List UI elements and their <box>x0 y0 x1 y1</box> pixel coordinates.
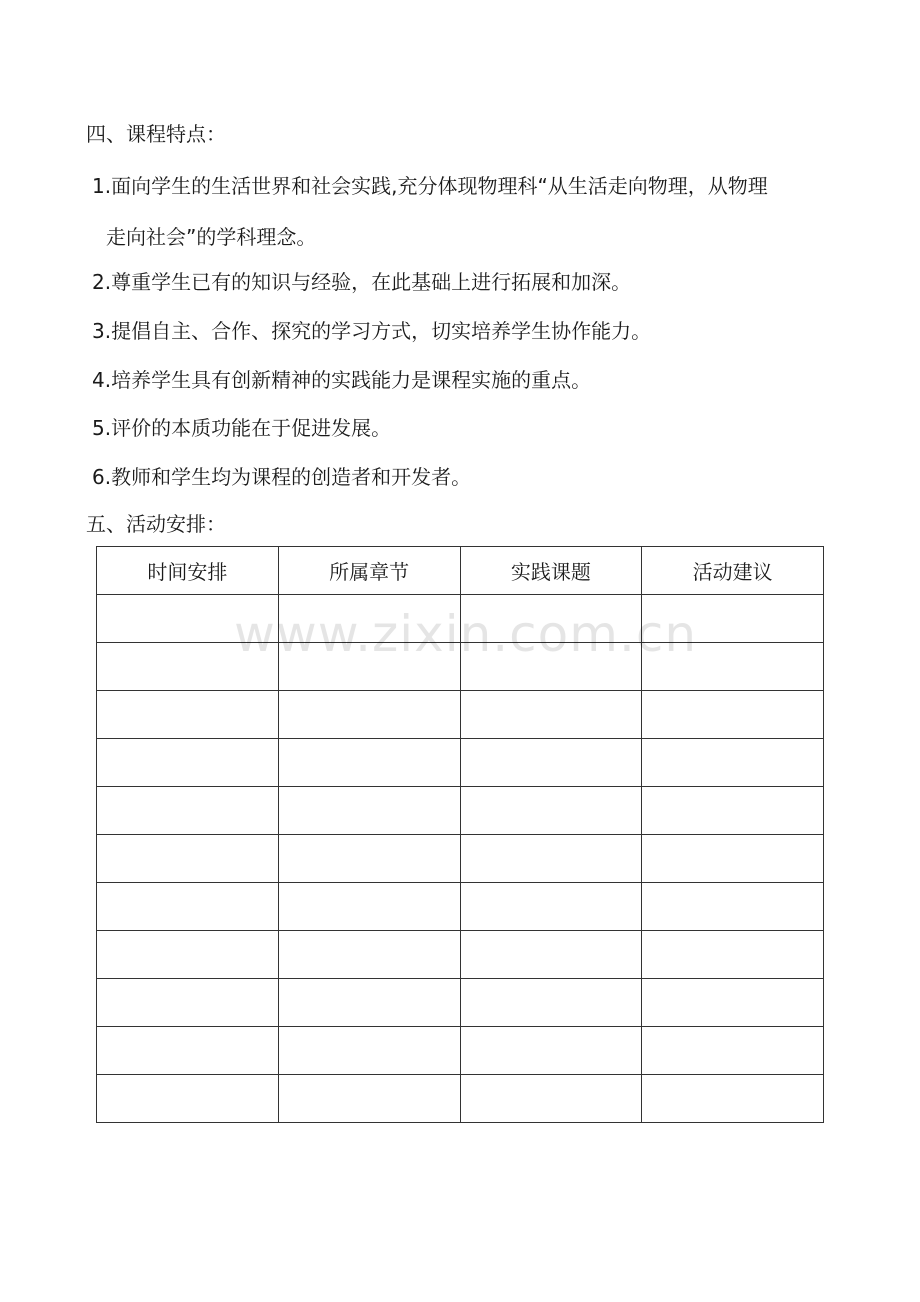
feature-item-6: 6.教师和学生均为课程的创造者和开发者。 <box>92 465 472 489</box>
table-cell <box>642 931 824 979</box>
table-cell <box>460 883 642 931</box>
table-cell <box>642 643 824 691</box>
table-cell <box>278 595 460 643</box>
table-cell <box>460 931 642 979</box>
feature-item-1-line2: 走向社会”的学科理念。 <box>106 225 317 249</box>
table-cell <box>97 1075 279 1123</box>
feature-item-4: 4.培养学生具有创新精神的实践能力是课程实施的重点。 <box>92 368 592 392</box>
table-header-row <box>97 547 824 595</box>
table-body <box>97 595 824 1123</box>
table-cell <box>460 595 642 643</box>
table-cell <box>642 835 824 883</box>
table-cell <box>97 787 279 835</box>
table-cell <box>460 739 642 787</box>
table-cell <box>642 1075 824 1123</box>
table-cell <box>278 1027 460 1075</box>
feature-item-1 <box>92 172 852 251</box>
table-cell <box>97 1027 279 1075</box>
table-row <box>97 835 824 883</box>
table-cell <box>278 931 460 979</box>
table-cell <box>460 1027 642 1075</box>
table-cell <box>97 883 279 931</box>
table-row <box>97 643 824 691</box>
table-cell <box>97 979 279 1027</box>
table-cell <box>278 739 460 787</box>
table-cell <box>97 835 279 883</box>
header-suggestion: 活动建议 <box>642 547 824 595</box>
table-cell <box>97 595 279 643</box>
table-row <box>97 595 824 643</box>
table-cell <box>460 643 642 691</box>
table-cell <box>642 1027 824 1075</box>
feature-item-2: 2.尊重学生已有的知识与经验，在此基础上进行拓展和加深。 <box>92 270 632 294</box>
table-cell <box>460 835 642 883</box>
feature-item-3: 3.提倡自主、合作、探究的学习方式，切实培养学生协作能力。 <box>92 319 652 343</box>
table-cell <box>642 787 824 835</box>
table-row <box>97 739 824 787</box>
table-cell <box>97 691 279 739</box>
section-4-heading: 四、课程特点： <box>86 122 226 146</box>
table-row <box>97 691 824 739</box>
table-cell <box>460 979 642 1027</box>
table-row <box>97 1027 824 1075</box>
table-cell <box>642 691 824 739</box>
table-row <box>97 787 824 835</box>
table-cell <box>97 739 279 787</box>
table-row <box>97 931 824 979</box>
header-chapter: 所属章节 <box>278 547 460 595</box>
table-row <box>97 979 824 1027</box>
header-time: 时间安排 <box>97 547 279 595</box>
table-cell <box>460 691 642 739</box>
header-topic: 实践课题 <box>460 547 642 595</box>
feature-item-1-line1: 1.面向学生的生活世界和社会实践,充分体现物理科“从生活走向物理，从物理 <box>92 174 768 198</box>
table-row <box>97 883 824 931</box>
activity-schedule-table <box>96 546 824 1123</box>
table-cell <box>278 691 460 739</box>
watermark: www.zixin.com.cn <box>234 605 698 663</box>
table-cell <box>642 883 824 931</box>
table-cell <box>278 1075 460 1123</box>
feature-item-5: 5.评价的本质功能在于促进发展。 <box>92 416 392 440</box>
table-cell <box>642 979 824 1027</box>
table-cell <box>278 643 460 691</box>
table-cell <box>278 979 460 1027</box>
table-cell <box>97 931 279 979</box>
table-cell <box>278 787 460 835</box>
section-5-heading: 五、活动安排： <box>86 512 226 536</box>
table-cell <box>642 595 824 643</box>
table-cell <box>97 643 279 691</box>
table-cell <box>278 883 460 931</box>
table-cell <box>642 739 824 787</box>
table-cell <box>278 835 460 883</box>
table-row <box>97 1075 824 1123</box>
table-cell <box>460 1075 642 1123</box>
table-cell <box>460 787 642 835</box>
